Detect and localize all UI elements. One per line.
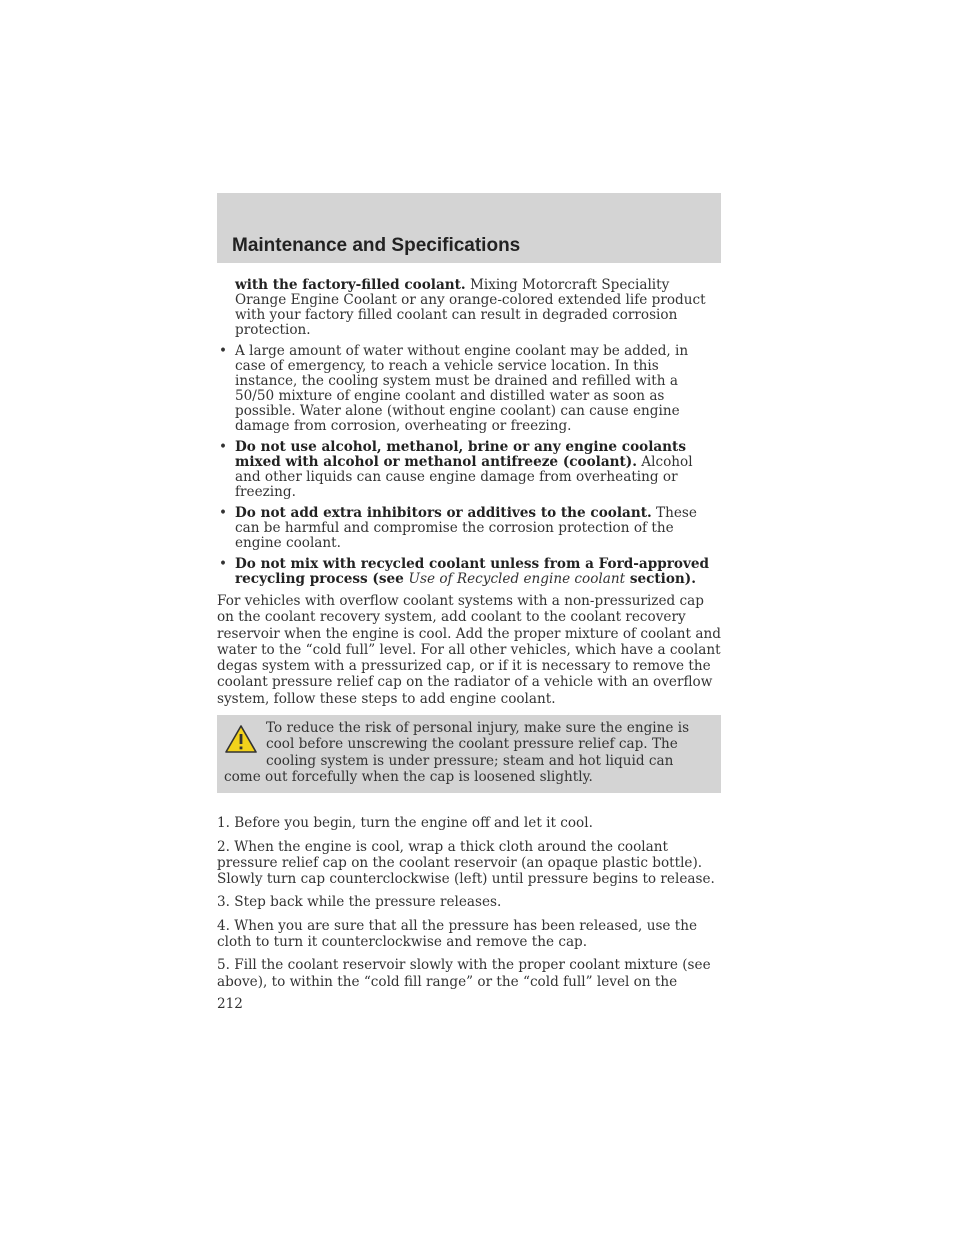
page-title: Maintenance and Specifications (232, 235, 521, 256)
warning-box (217, 715, 721, 793)
step-item: 2. When the engine is cool, wrap a thick cloth around the coolant pressure relief cap on the coolant reservoir (an opaque plastic bottle). Slowly turn cap counterclockwise (left) until pressure begins to release. (217, 838, 715, 888)
list-item (217, 506, 721, 551)
bullet-text: A large amount of water without engine coolant may be added, in case of emergency, to reach a vehicle service location. In this instance, the cooling system must be drained and refilled with a 50/50 mixture of engine coolant and distilled water as soon as possible. Water alone (without engine coolant) can cause engine damage from corrosion, overheating or freezing. (235, 343, 689, 434)
bullet-icon: • (219, 439, 228, 455)
bullet-icon: • (219, 505, 228, 521)
step-item: 4. When you are sure that all the pressure has been released, use the cloth to turn it counterclockwise and remove the cap. (217, 917, 698, 951)
step-item: 3. Step back while the pressure releases. (217, 894, 502, 911)
bullet-icon: • (219, 556, 228, 572)
list-item (217, 344, 721, 434)
bullet-bold: Do not mix with recycled coolant unless from a Ford-approved recycling process (see (235, 556, 710, 587)
page-content (217, 278, 721, 1012)
warning-triangle-icon (224, 724, 258, 754)
step-item: 5. Fill the coolant reservoir slowly with the proper coolant mixture (see above), to within the “cold fill range” or the “cold full” level on the (217, 957, 711, 990)
bullet-bold: Do not add extra inhibitors or additives to the coolant. (235, 505, 652, 521)
page-number: 212 (217, 995, 243, 1012)
continuation-paragraph (217, 278, 721, 338)
bullet-italic: Use of Recycled engine coolant (408, 571, 626, 587)
warning-text: To reduce the risk of personal injury, make sure the engine is cool before unscrewing the coolant pressure relief cap. The cooling system is under pressure; steam and hot liquid can come out forcefully when the cap is loosened slightly. (224, 720, 690, 785)
bullet-icon: • (219, 343, 228, 359)
list-item (217, 440, 721, 500)
bullet-text: These can be harmful and compromise the corrosion protection of the engine coolant. (235, 505, 697, 551)
body-paragraph: For vehicles with overflow coolant systems with a non-pressurized cap on the coolant recovery system, add coolant to the coolant recovery reservoir when the engine is cool. Add the proper mixture of coolant and water to the “cold full” level. For all other vehicles, which have a coolant degas system with a pressurized cap, or if it is necessary to remove the coolant pressure relief cap on the radiator of a vehicle with an overflow system, follow these steps to add engine coolant. (217, 593, 721, 707)
continuation-bold: with the factory-filled coolant. (235, 277, 466, 293)
list-item (217, 557, 721, 587)
bullet-bold-end: section). (625, 571, 696, 587)
bullet-bold: Do not use alcohol, methanol, brine or any engine coolants mixed with alcohol or methanol antifreeze (coolant). (235, 439, 686, 470)
bullet-text: Alcohol and other liquids can cause engine damage from overheating or freezing. (235, 454, 693, 500)
step-item: 1. Before you begin, turn the engine off and let it cool. (217, 815, 593, 832)
section-header (217, 193, 721, 263)
continuation-text: Mixing Motorcraft Speciality Orange Engine Coolant or any orange-colored extended life product with your factory filled coolant can result in degraded corrosion protection. (235, 277, 706, 338)
